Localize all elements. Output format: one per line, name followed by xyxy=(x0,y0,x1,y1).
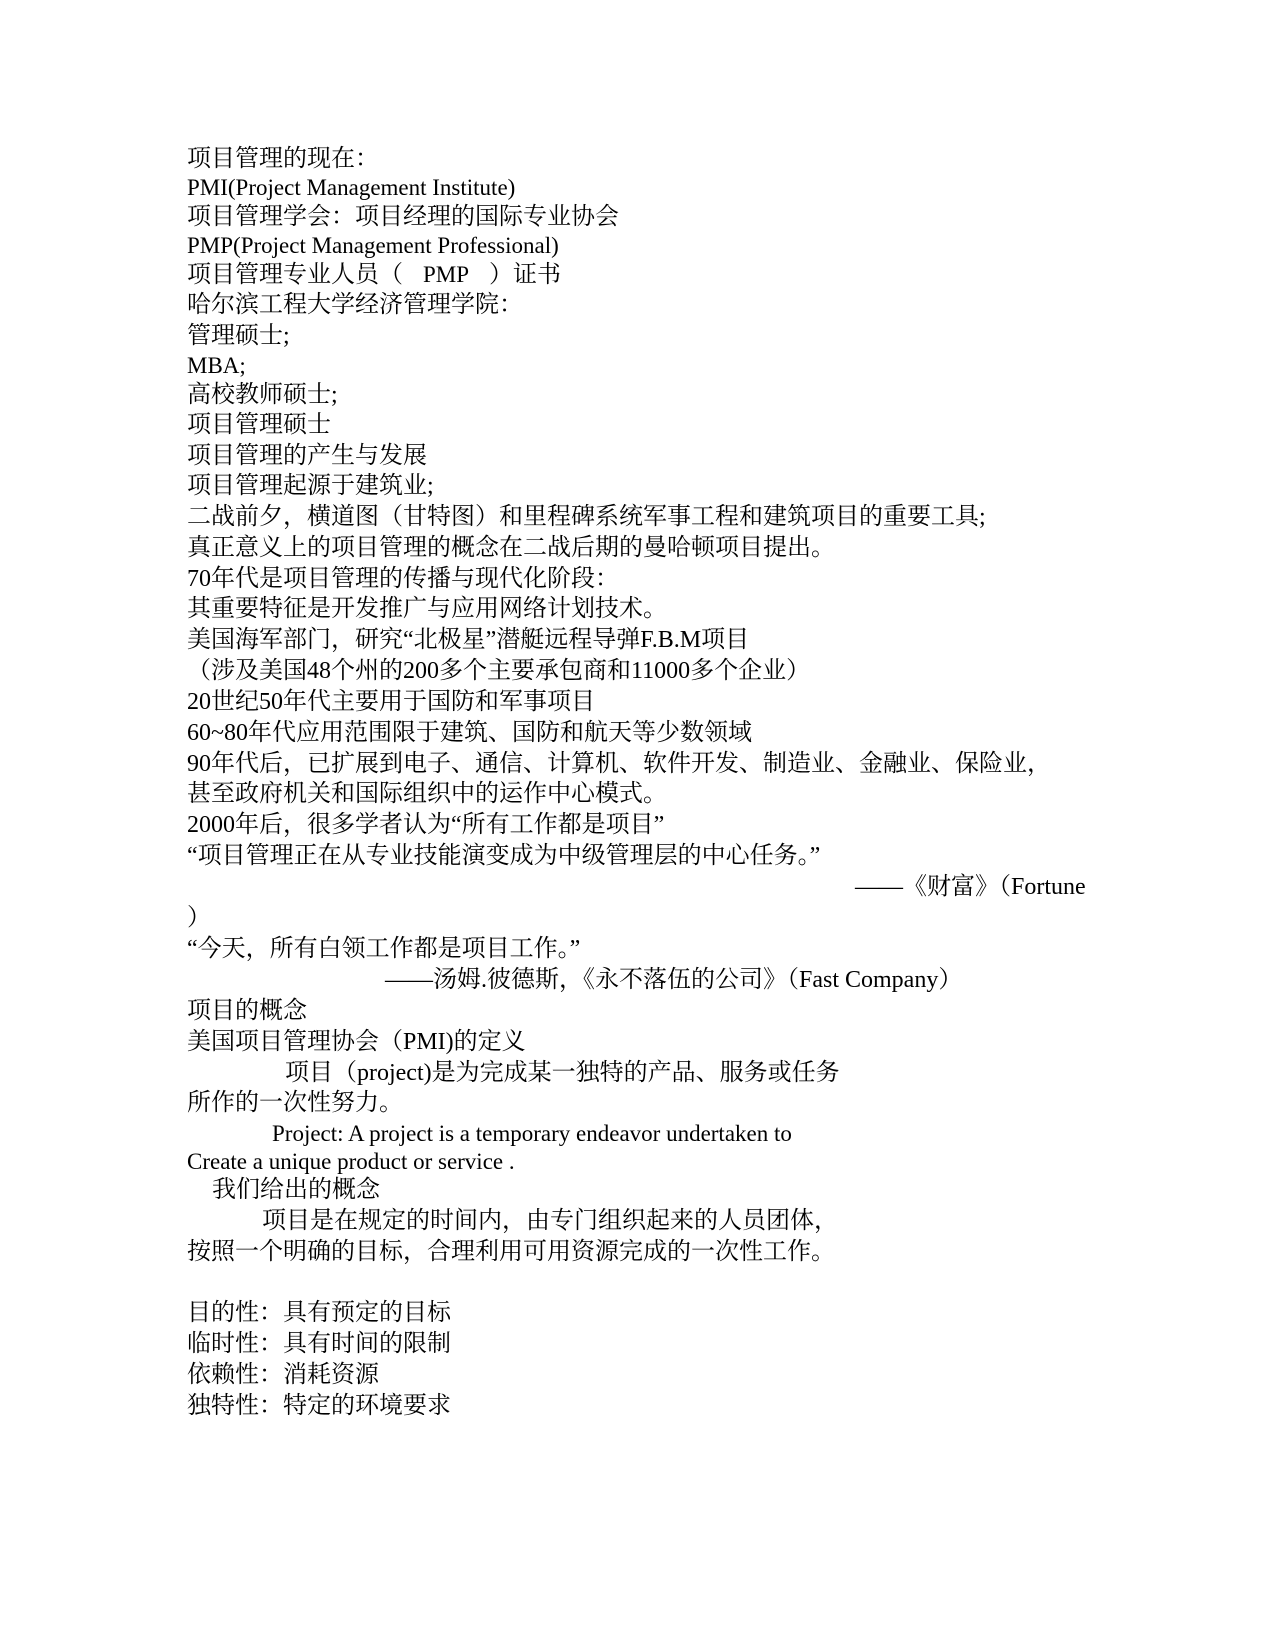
text-project-def: 项目（project)是为完成某一独特的产品、服务或任务 xyxy=(285,1060,840,1086)
text-navy-detail: （涉及美国48个州的200多个主要承包商和11000多个企业） xyxy=(187,658,811,684)
text-master-mgmt: 管理硕士; xyxy=(187,323,290,349)
text-pmi: PMI(Project Management Institute) xyxy=(187,175,516,200)
text-purpose: 目的性：具有预定的目标 xyxy=(187,1300,451,1326)
text-pmp: PMP(Project Management Professional) xyxy=(187,233,559,258)
heading-pm-now: 项目管理的现在： xyxy=(187,146,379,172)
text-pmi-definition: 美国项目管理协会（PMI)的定义 xyxy=(187,1029,526,1055)
text-uniqueness: 独特性：特定的环境要求 xyxy=(187,1393,451,1419)
quote-fortune-source: ——《财富》（Fortune xyxy=(855,874,1086,900)
text-pmp-cert xyxy=(187,260,561,290)
heading-our-concept: 我们给出的概念 xyxy=(212,1177,380,1203)
text-70s: 70年代是项目管理的传播与现代化阶段： xyxy=(187,566,619,592)
text-harbin: 哈尔滨工程大学经济管理学院： xyxy=(187,292,523,318)
quote-fortune-source-end: ） xyxy=(187,905,211,931)
quote-fortune: “项目管理正在从专业技能演变成为中级管理层的中心任务。” xyxy=(187,843,821,869)
text-mba: MBA; xyxy=(187,353,246,378)
text-temporary: 临时性：具有时间的限制 xyxy=(187,1331,451,1357)
text-teacher-master: 高校教师硕士; xyxy=(187,382,338,408)
text-project-def-cont: 所作的一次性努力。 xyxy=(187,1090,403,1116)
text-2000s: 2000年后，很多学者认为“所有工作都是项目” xyxy=(187,812,665,838)
text-60-80s: 60~80年代应用范围限于建筑、国防和航天等少数领域 xyxy=(187,720,752,746)
text-pmp-cert-a: 项目管理专业人员（ xyxy=(187,262,403,288)
text-90s: 90年代后，已扩展到电子、通信、计算机、软件开发、制造业、金融业、保险业， xyxy=(187,751,1051,777)
text-90s-cont: 甚至政府机关和国际组织中的运作中心模式。 xyxy=(187,781,667,807)
text-origin-1: 项目管理起源于建筑业; xyxy=(187,473,434,499)
text-dependency: 依赖性：消耗资源 xyxy=(187,1362,379,1388)
text-pm-master: 项目管理硕士 xyxy=(187,412,331,438)
text-navy: 美国海军部门，研究“北极星”潜艇远程导弹F.B.M项目 xyxy=(187,627,750,653)
text-origin-2: 二战前夕，横道图（甘特图）和里程碑系统军事工程和建筑项目的重要工具; xyxy=(187,504,986,530)
heading-project-concept: 项目的概念 xyxy=(187,998,307,1024)
text-pmi-desc: 项目管理学会：项目经理的国际专业协会 xyxy=(187,204,619,230)
text-our-concept: 项目是在规定的时间内，由专门组织起来的人员团体， xyxy=(262,1208,838,1234)
text-origin-3: 真正意义上的项目管理的概念在二战后期的曼哈顿项目提出。 xyxy=(187,535,835,561)
text-50s: 20世纪50年代主要用于国防和军事项目 xyxy=(187,689,595,715)
text-pmp-cert-c: ）证书 xyxy=(489,262,562,288)
text-pmp-cert-b: PMP xyxy=(423,262,470,287)
text-project-en: Project: A project is a temporary endeavor undertaken to xyxy=(272,1121,792,1146)
text-our-concept-cont: 按照一个明确的目标，合理利用可用资源完成的一次性工作。 xyxy=(187,1239,835,1265)
text-70s-feature: 其重要特征是开发推广与应用网络计划技术。 xyxy=(187,596,667,622)
quote-peters: “今天，所有白领工作都是项目工作。” xyxy=(187,936,581,962)
quote-peters-source: ——汤姆.彼德斯，《永不落伍的公司》（Fast Company） xyxy=(385,967,963,993)
text-project-en-cont: Create a unique product or service . xyxy=(187,1149,515,1174)
heading-origin: 项目管理的产生与发展 xyxy=(187,443,427,469)
